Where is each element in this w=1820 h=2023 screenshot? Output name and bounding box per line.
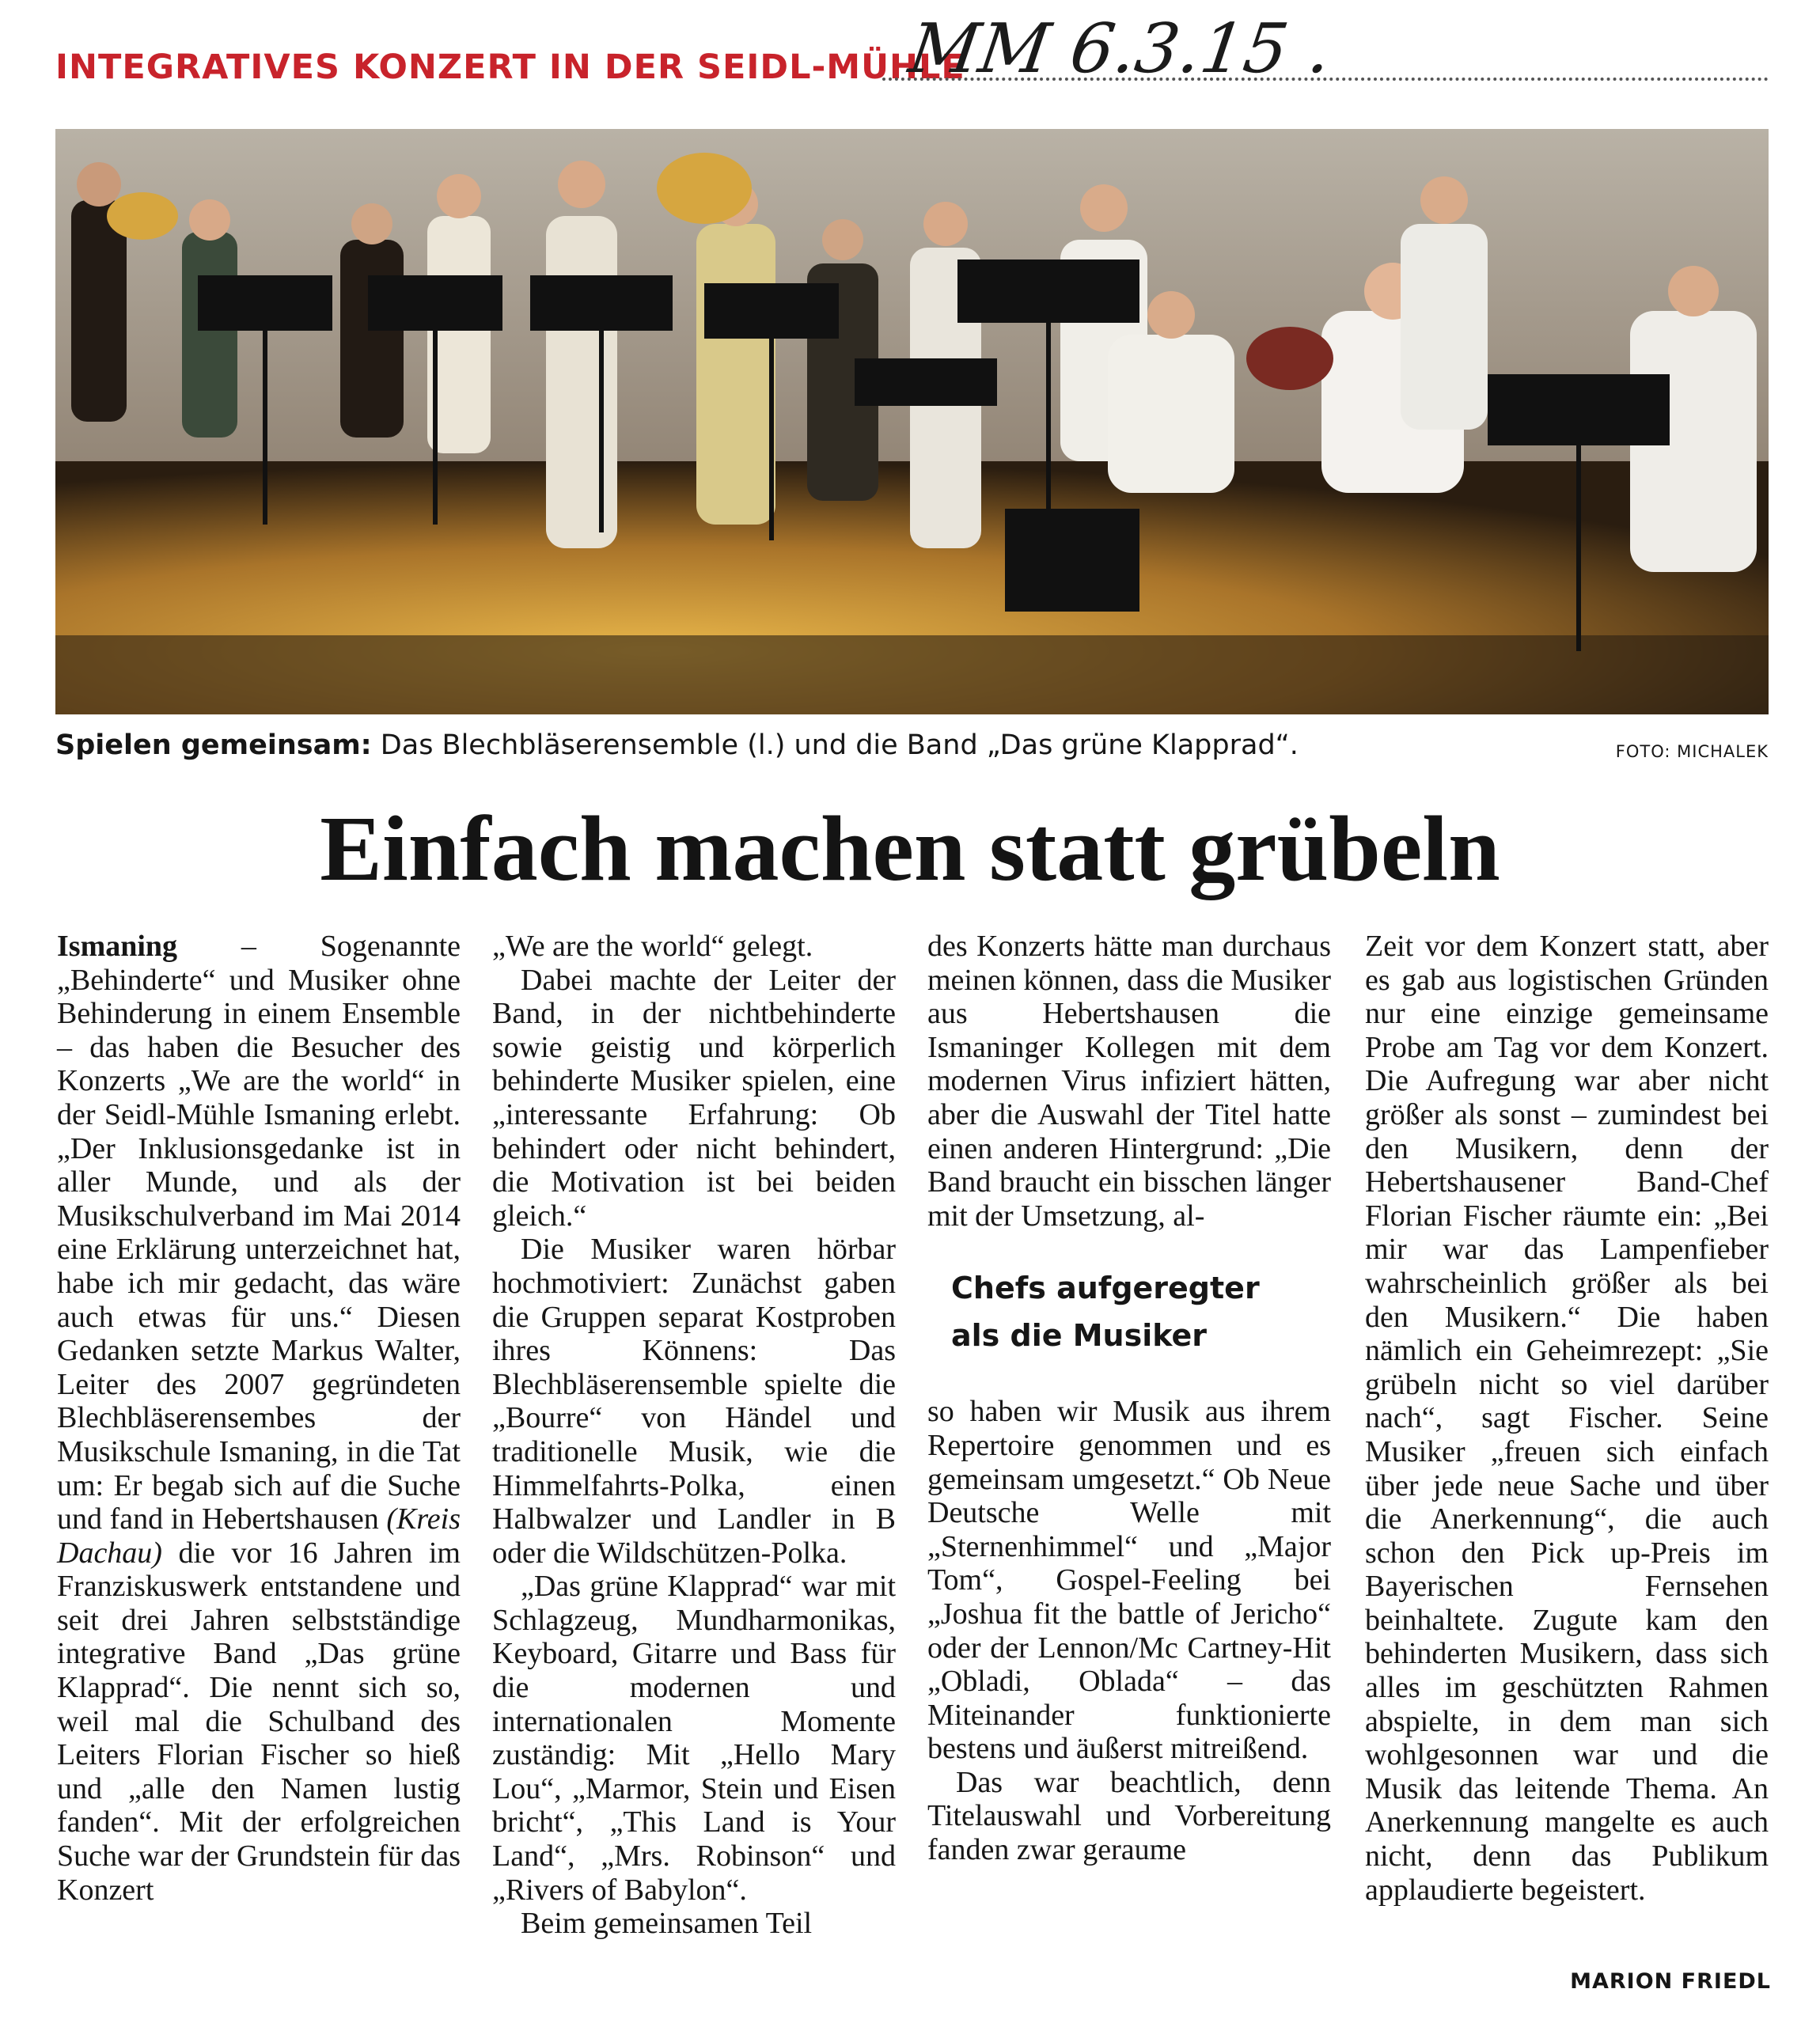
dateline: Ismaning [57,930,178,963]
text-run-italic: (Kreis Dachau) [57,1502,461,1570]
paragraph: Die Musiker waren hörbar hochmotiviert: Zunächst gaben die Gruppen separat Kostproben ihres Könnens: Das Blechbläserensemble spielte die „Bourre“ von Händel und traditionelle Musik, wie die Himmelfahrts-Polka, einen Halbwalzer und Landler in B oder die Wildschützen-Polka. [492,1233,896,1570]
subheading-line: Chefs aufgeregter [951,1271,1260,1306]
paragraph: Das war beachtlich, denn Titelauswahl und Vorbereitung fanden zwar geraume [927,1765,1331,1867]
concert-photo [55,129,1769,714]
handwritten-date: MM 6.3.15 . [904,9,1337,89]
article-column-4 [1365,930,1769,1907]
headline: Einfach machen statt grübeln [320,797,1500,900]
article-column-1 [57,930,461,1907]
subheading [927,1233,1331,1395]
paragraph: Beim gemeinsamen Teil [521,1907,813,1941]
article-column-3 [927,930,1331,1867]
paragraph: Dabei machte der Leiter der Band, in der nichtbehinderte sowie geistig und körperlich behinderte Musiker spielen, eine „interessante Erfahrung: Ob behindert oder nicht behindert, die Motivation ist bei beiden gleich.“ [492,963,896,1233]
paragraph: des Konzerts hätte man durchaus meinen können, dass die Musiker aus Hebertshausen die Ismaninger Kollegen mit dem modernen Virus infiziert hätten, aber die Auswahl der Titel hatte einen anderen Hintergrund: „Die Band braucht ein bisschen länger mit der Umsetzung, al- [927,930,1331,1233]
paragraph: „Das grüne Klapprad“ war mit Schlagzeug, Mundharmonikas, Keyboard, Gitarre und Bass für die modernen und internationalen Momente zuständig: Mit „Hello Mary Lou“, „Marmor, Stein und Eisen bricht“, „This Land is Your Land“, „Mrs. Robinson“ und „Rivers of Babylon“. [492,1570,896,1907]
article-column-2 [492,930,896,1941]
paragraph [57,930,461,1907]
paragraph: Zeit vor dem Konzert statt, aber es gab aus logistischen Gründen nur eine einzige gemeinsame Probe am Tag vor dem Konzert. Die Aufregung war aber nicht größer als sonst – zumindest bei den Musikern, denn der Hebertshausener Band-Chef Florian Fischer räumte ein: „Bei mir war das Lampenfieber wahrscheinlich größer als bei den Musikern.“ Die haben nämlich ein Geheimrezept: „Sie grübeln nicht so viel darüber nach“, sagt Fischer. Seine Musiker „freuen sich einfach über jede neue Sache und über die Anerkennung“, die auch schon den Pick up-Preis im Bayerischen Fernsehen beinhaltete. Zugute kam den behinderten Musikern, dass sich alles im geschützten Rahmen abspielte, in dem man sich wohlgesonnen war und die Musik das leitende Thema. An Anerkennung mangelte es auch nicht, denn das Publikum applaudierte begeistert. [1365,930,1769,1907]
author-byline: MARION FRIEDL [1554,1969,1771,1994]
photo-caption [55,729,1559,761]
photo-credit: FOTO: MICHALEK [1615,742,1769,761]
caption-lead: Spielen gemeinsam: [55,729,372,761]
caption-text: Das Blechbläserensemble (l.) und die Band „Das grüne Klapprad“. [371,729,1299,761]
subheading-line: als die Musiker [951,1318,1208,1354]
paragraph: so haben wir Musik aus ihrem Repertoire genommen und es gemeinsam umgesetzt.“ Ob Neue Deutsche Welle mit „Sternenhimmel“ und „Major Tom“, Gospel-Feeling bei „Joshua fit the battle of Jericho“ oder der Lennon/Mc Cartney-Hit „Obladi, Oblada“ – das Miteinander funktionierte bestens und äußerst mitreißend. [927,1395,1331,1766]
text-run: die vor 16 Jahren im Franziskuswerk entstandene und seit drei Jahren selbstständige integrative Band „Das grüne Klapprad“. Die nennt sich so, weil mal die Schulband des Leiters Florian Fischer so hieß und „alle den Namen lustig fanden“. Mit der erfolgreichen Suche war der Grundstein für das Konzert [57,1536,461,1907]
text-run: – Sogenannte „Behinderte“ und Musiker ohne Behinderung in einem Ensemble – das haben die Besucher des Konzerts „We are the world“ in der Seidl-Mühle Ismaning erlebt. „Der Inklusionsgedanke ist in aller Munde, und als der Musikschulverband im Mai 2014 eine Erklärung unterzeichnet hat, habe ich mir gedacht, das wäre auch etwas für uns.“ Diesen Gedanken setzte Markus Walter, Leiter des 2007 gegründeten Blechbläserensembes der Musikschule Ismaning, in die Tat um: Er begab sich auf die Suche und fand in Hebertshausen [57,930,461,1536]
paragraph: „We are the world“ gelegt. [492,930,813,963]
kicker: INTEGRATIVES KONZERT IN DER SEIDL-MÜHLE [55,47,965,87]
